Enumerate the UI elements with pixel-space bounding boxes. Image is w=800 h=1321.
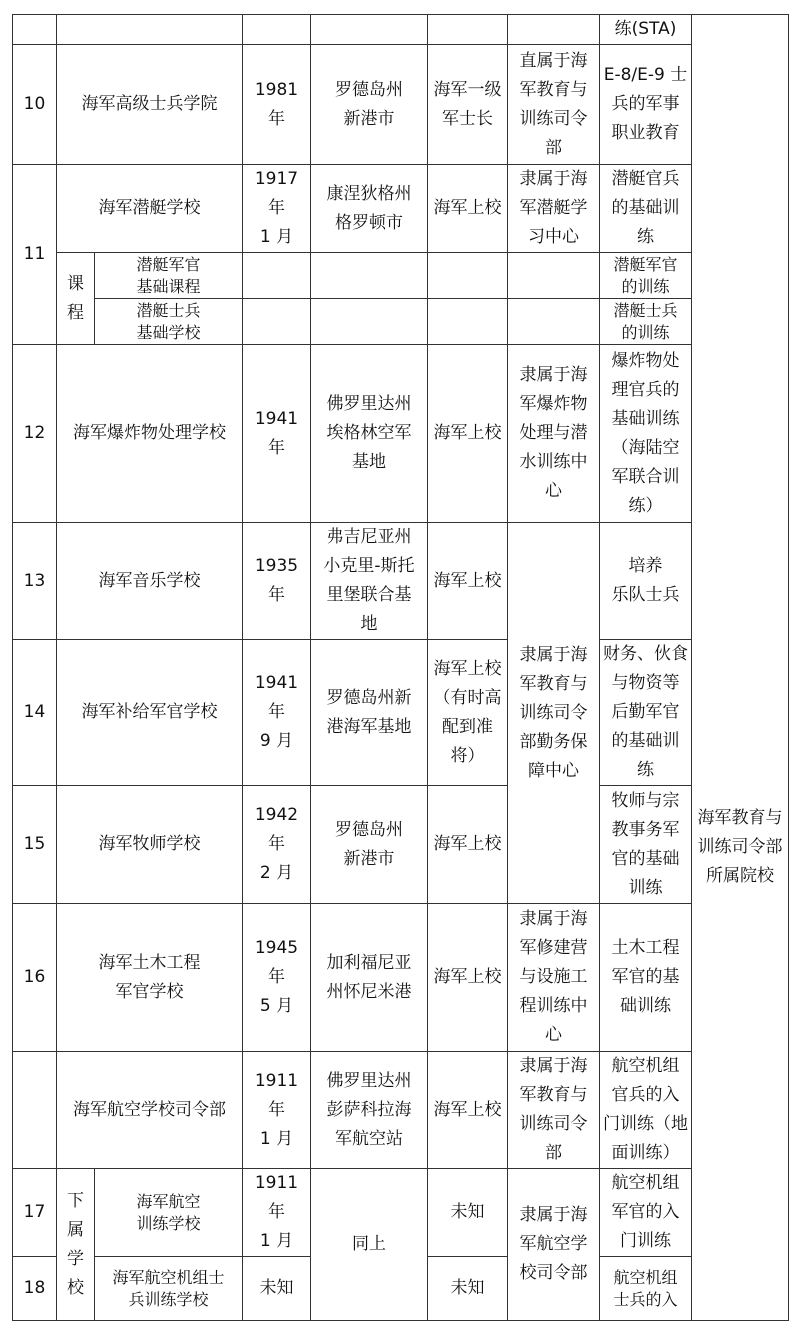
cell-mission: 航空机组 军官的入 门训练 (600, 1169, 692, 1257)
cell-name: 海军高级士兵学院 (57, 45, 243, 165)
cell-mission: 航空机组 官兵的入 门训练（地 面训练） (600, 1052, 692, 1169)
table-row (13, 45, 789, 165)
cell-year: 1935 年 (243, 523, 311, 640)
cell-rank (428, 15, 508, 45)
table-row (13, 523, 789, 640)
cell-year: 1917 年 1 月 (243, 165, 311, 253)
cell-year: 1941 年 9 月 (243, 640, 311, 786)
cell-rank: 海军一级 军士长 (428, 45, 508, 165)
table-row (13, 640, 789, 786)
cell-subordination: 隶属于海 军潜艇学 习中心 (508, 165, 600, 253)
cell-subordination (508, 15, 600, 45)
cell-location (311, 15, 428, 45)
cell-mission: 财务、伙食 与物资等 后勤军官 的基础训 练 (600, 640, 692, 786)
cell-subordination: 隶属于海 军教育与 训练司令 部 (508, 1052, 600, 1169)
schools-table (12, 14, 789, 1321)
cell-mission: 牧师与宗 教事务军 官的基础 训练 (600, 786, 692, 904)
cell-name: 海军航空机组士 兵训练学校 (95, 1257, 243, 1321)
course-label: 课 程 (57, 253, 95, 345)
cell-rank: 海军上校 (428, 904, 508, 1052)
cell-year: 1911 年 1 月 (243, 1169, 311, 1257)
table-row (13, 1169, 789, 1257)
cell-no: 14 (13, 640, 57, 786)
cell-subordination (508, 299, 600, 345)
cell-rank: 海军上校 (428, 165, 508, 253)
table-row (13, 345, 789, 523)
table-row (13, 15, 789, 45)
cell-no: 12 (13, 345, 57, 523)
cell-subordination: 隶属于海 军修建营 与设施工 程训练中 心 (508, 904, 600, 1052)
cell-name: 潜艇军官 基础课程 (95, 253, 243, 299)
cell-rank (428, 299, 508, 345)
table-row (13, 299, 789, 345)
cell-location: 罗德岛州 新港市 (311, 45, 428, 165)
cell-year: 未知 (243, 1257, 311, 1321)
cell-name: 海军潜艇学校 (57, 165, 243, 253)
cell-mission: 培养 乐队士兵 (600, 523, 692, 640)
cell-year (243, 15, 311, 45)
cell-mission: 潜艇军官 的训练 (600, 253, 692, 299)
cell-mission: 土木工程 军官的基 础训练 (600, 904, 692, 1052)
cell-mission: 潜艇士兵 的训练 (600, 299, 692, 345)
cell-name: 海军航空学校司令部 (57, 1052, 243, 1169)
cell-rank (428, 253, 508, 299)
cell-mission: 爆炸物处 理官兵的 基础训练 （海陆空 军联合训 练） (600, 345, 692, 523)
cell-no: 18 (13, 1257, 57, 1321)
cell-location (311, 299, 428, 345)
right-group-label: 海军教育与 训练司令部 所属院校 (692, 15, 789, 1321)
cell-name: 潜艇士兵 基础学校 (95, 299, 243, 345)
cell-rank: 海军上校 （有时高 配到准 将） (428, 640, 508, 786)
cell-year: 1911 年 1 月 (243, 1052, 311, 1169)
table-row (13, 786, 789, 904)
cell-year (243, 253, 311, 299)
cell-location: 罗德岛州新 港海军基地 (311, 640, 428, 786)
cell-name: 海军土木工程 军官学校 (57, 904, 243, 1052)
cell-no: 11 (13, 165, 57, 345)
cell-subordination (508, 253, 600, 299)
cell-location: 佛罗里达州 埃格林空军 基地 (311, 345, 428, 523)
cell-no (13, 15, 57, 45)
cell-no: 15 (13, 786, 57, 904)
cell-subordination: 直属于海 军教育与 训练司令 部 (508, 45, 600, 165)
table-row (13, 1052, 789, 1169)
cell-year: 1945 年 5 月 (243, 904, 311, 1052)
cell-no: 17 (13, 1169, 57, 1257)
cell-no: 13 (13, 523, 57, 640)
cell-year (243, 299, 311, 345)
cell-location (311, 253, 428, 299)
subordinate-schools-label: 下 属 学 校 (57, 1169, 95, 1321)
cell-mission: 航空机组 士兵的入 (600, 1257, 692, 1321)
cell-subordination: 隶属于海 军爆炸物 处理与潜 水训练中 心 (508, 345, 600, 523)
cell-mission: 练(STA) (600, 15, 692, 45)
cell-no: 10 (13, 45, 57, 165)
cell-rank: 海军上校 (428, 1052, 508, 1169)
cell-name: 海军爆炸物处理学校 (57, 345, 243, 523)
cell-name (57, 15, 243, 45)
cell-name: 海军牧师学校 (57, 786, 243, 904)
cell-rank: 海军上校 (428, 523, 508, 640)
cell-rank: 海军上校 (428, 786, 508, 904)
cell-subordination: 隶属于海 军航空学 校司令部 (508, 1169, 600, 1321)
cell-location: 康涅狄格州 格罗顿市 (311, 165, 428, 253)
cell-location: 弗吉尼亚州 小克里-斯托 里堡联合基 地 (311, 523, 428, 640)
cell-location: 佛罗里达州 彭萨科拉海 军航空站 (311, 1052, 428, 1169)
cell-name: 海军航空 训练学校 (95, 1169, 243, 1257)
cell-no (13, 1052, 57, 1169)
cell-rank: 海军上校 (428, 345, 508, 523)
cell-name: 海军补给军官学校 (57, 640, 243, 786)
table-row (13, 904, 789, 1052)
cell-year: 1941 年 (243, 345, 311, 523)
table-row (13, 165, 789, 253)
cell-location: 罗德岛州 新港市 (311, 786, 428, 904)
cell-name: 海军音乐学校 (57, 523, 243, 640)
table-row (13, 253, 789, 299)
cell-mission: E-8/E-9 士 兵的军事 职业教育 (600, 45, 692, 165)
cell-rank: 未知 (428, 1169, 508, 1257)
cell-mission: 潜艇官兵 的基础训 练 (600, 165, 692, 253)
cell-rank: 未知 (428, 1257, 508, 1321)
cell-location: 同上 (311, 1169, 428, 1321)
cell-year: 1981 年 (243, 45, 311, 165)
cell-no: 16 (13, 904, 57, 1052)
cell-year: 1942 年 2 月 (243, 786, 311, 904)
cell-subordination: 隶属于海 军教育与 训练司令 部勤务保 障中心 (508, 523, 600, 904)
cell-location: 加利福尼亚 州怀尼米港 (311, 904, 428, 1052)
